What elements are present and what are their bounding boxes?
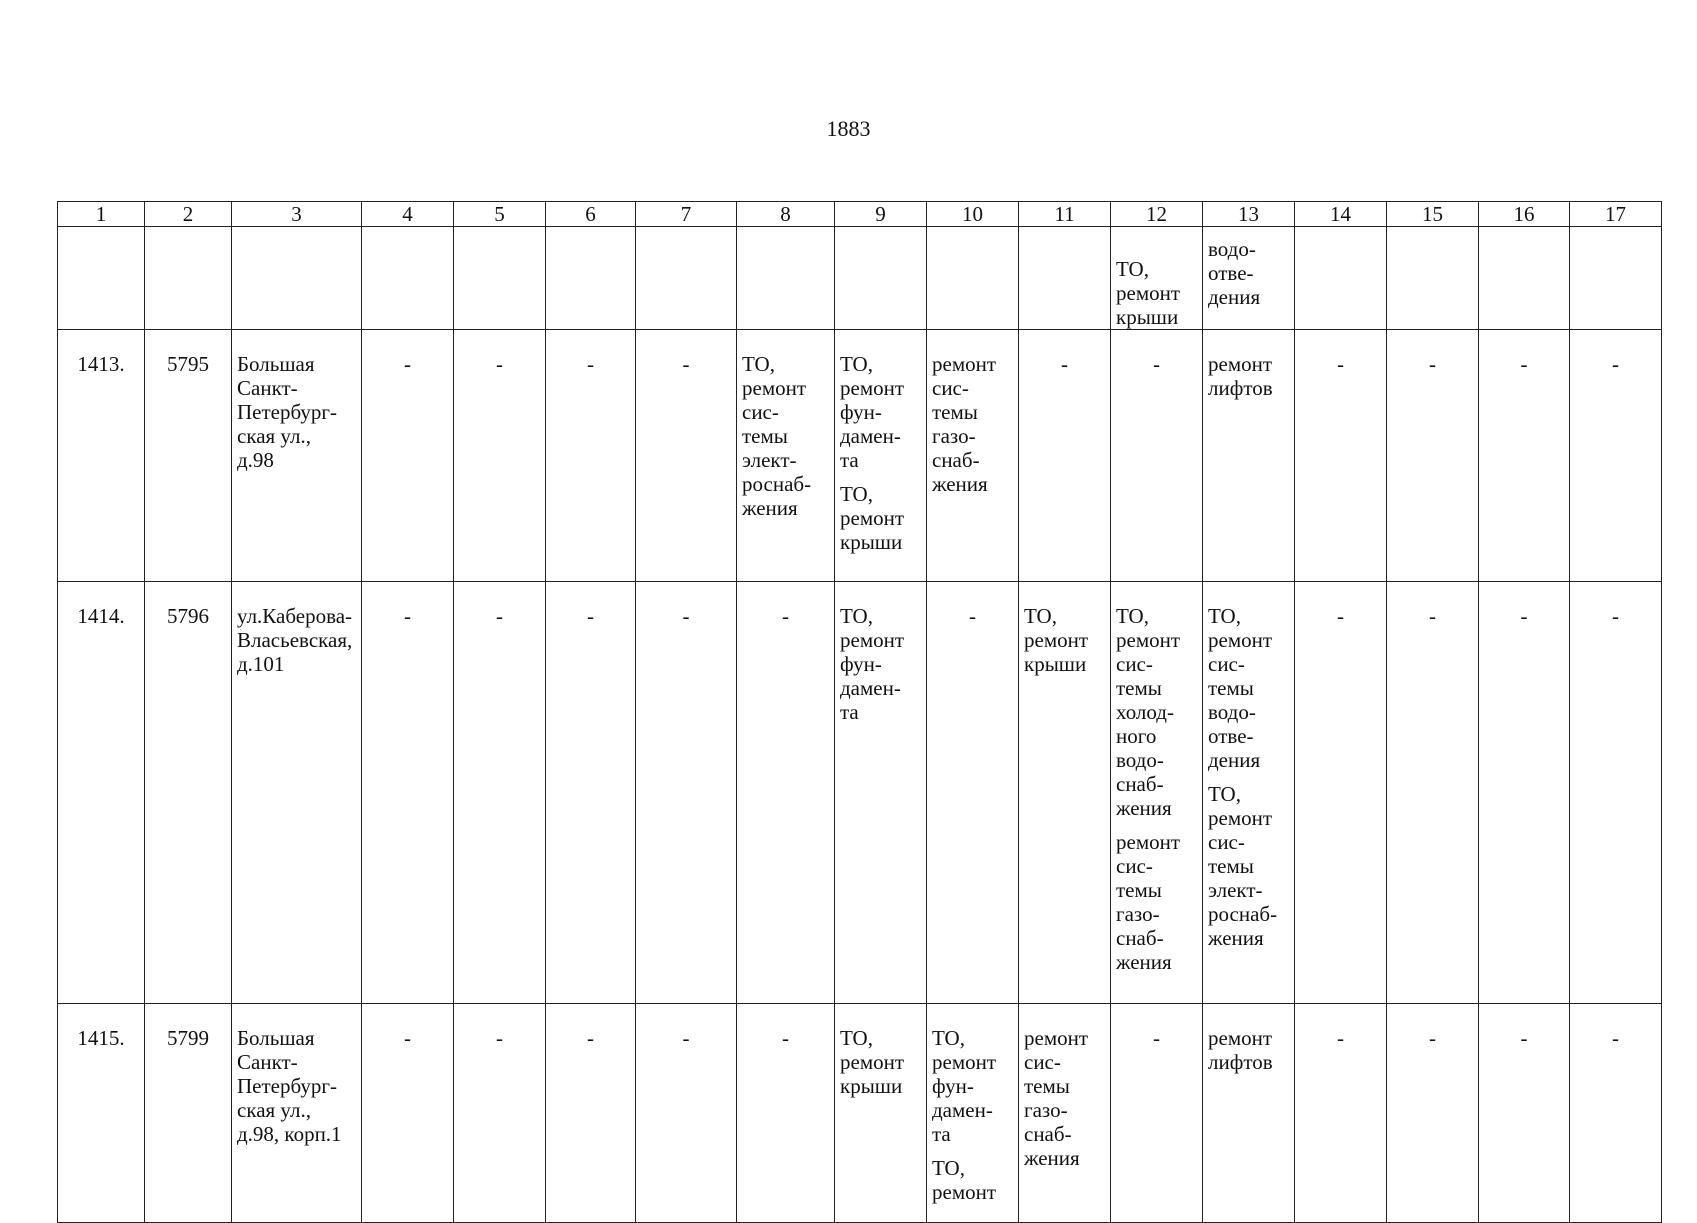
table-cell <box>546 227 636 330</box>
table-cell <box>737 227 835 330</box>
table-cell <box>1295 227 1387 330</box>
column-header: 15 <box>1387 202 1479 227</box>
empty-marker-cell: - <box>636 582 737 1004</box>
table-cell <box>362 227 454 330</box>
column-header: 10 <box>927 202 1019 227</box>
empty-marker-cell: - <box>454 330 546 582</box>
empty-marker-cell: - <box>546 1004 636 1223</box>
table-cell <box>232 227 362 330</box>
empty-marker-cell: - <box>1019 330 1111 582</box>
empty-marker-cell: - <box>1295 1004 1387 1223</box>
address-cell: ул.Каберова- Власьевская, д.101 <box>232 582 362 1004</box>
work-cell-c13 <box>1203 330 1295 582</box>
empty-marker-cell: - <box>1387 330 1479 582</box>
column-header: 6 <box>546 202 636 227</box>
row-number: 1413. <box>58 330 145 582</box>
empty-marker-cell: - <box>737 1004 835 1223</box>
continuation-cell-13 <box>1203 227 1295 330</box>
work-cell-c11 <box>1019 1004 1111 1223</box>
work-entry: ТО, ремонт <box>932 1156 997 1204</box>
empty-marker-cell: - <box>1479 582 1570 1004</box>
empty-marker-cell: - <box>546 330 636 582</box>
table-cell <box>835 227 927 330</box>
address-cell: Большая Санкт- Петербург- ская ул., д.98 <box>232 330 362 582</box>
empty-marker-cell: - <box>454 582 546 1004</box>
table-cell <box>1387 227 1479 330</box>
work-cell-c9 <box>835 330 927 582</box>
work-cell-c10 <box>927 1004 1019 1223</box>
row-number: 1415. <box>58 1004 145 1223</box>
table-cell <box>1019 227 1111 330</box>
empty-marker-cell: - <box>546 582 636 1004</box>
empty-marker-cell: - <box>1295 330 1387 582</box>
work-entry: ремонт сис- темы газо- снаб- жения <box>932 352 997 496</box>
empty-marker-cell: - <box>636 330 737 582</box>
object-code: 5799 <box>145 1004 232 1223</box>
column-header: 9 <box>835 202 927 227</box>
column-header: 13 <box>1203 202 1295 227</box>
work-entry: ТО, ремонт крыши <box>840 482 905 554</box>
empty-marker-cell: - <box>1570 1004 1662 1223</box>
work-entry: ТО, ремонт крыши <box>1024 604 1089 676</box>
work-cell-c11 <box>1019 582 1111 1004</box>
work-cell-c12 <box>1111 582 1203 1004</box>
work-entry: ТО, ремонт фун- дамен- та <box>840 352 905 472</box>
register-table <box>57 201 1662 1223</box>
empty-marker-cell: - <box>454 1004 546 1223</box>
column-header: 1 <box>58 202 145 227</box>
table-cell <box>58 227 145 330</box>
empty-marker-cell: - <box>737 582 835 1004</box>
work-cell-c9 <box>835 1004 927 1223</box>
cell-text: ТО, ремонт крыши <box>1116 257 1181 329</box>
work-entry: ТО, ремонт сис- темы водо- отве- дения <box>1208 604 1273 772</box>
work-cell-c13 <box>1203 582 1295 1004</box>
cell-text: водо- отве- дения <box>1208 237 1261 309</box>
column-header: 17 <box>1570 202 1662 227</box>
table-cell <box>1570 227 1662 330</box>
table-cell <box>145 227 232 330</box>
empty-marker-cell: - <box>927 582 1019 1004</box>
object-code: 5796 <box>145 582 232 1004</box>
empty-marker-cell: - <box>1570 582 1662 1004</box>
work-entry: ремонт сис- темы газо- снаб- жения <box>1024 1026 1089 1170</box>
table-cell <box>636 227 737 330</box>
work-entry: ремонт сис- темы газо- снаб- жения <box>1116 830 1181 974</box>
column-number-row <box>58 202 1662 227</box>
table-cell <box>1479 227 1570 330</box>
work-entry: ТО, ремонт сис- темы элект- роснаб- жения <box>1208 782 1278 950</box>
continuation-cell-12 <box>1111 227 1203 330</box>
table-row <box>58 330 1662 582</box>
column-header: 12 <box>1111 202 1203 227</box>
work-entry: ТО, ремонт фун- дамен- та <box>932 1026 997 1146</box>
column-header: 11 <box>1019 202 1111 227</box>
column-header: 5 <box>454 202 546 227</box>
table-row <box>58 1004 1662 1223</box>
empty-marker-cell: - <box>1111 330 1203 582</box>
empty-marker-cell: - <box>1479 330 1570 582</box>
column-header: 3 <box>232 202 362 227</box>
address-cell: Большая Санкт- Петербург- ская ул., д.98, корп.1 <box>232 1004 362 1223</box>
empty-marker-cell: - <box>362 582 454 1004</box>
work-entry: ТО, ремонт сис- темы элект- роснаб- жения <box>742 352 812 520</box>
row-number: 1414. <box>58 582 145 1004</box>
empty-marker-cell: - <box>1387 1004 1479 1223</box>
column-header: 8 <box>737 202 835 227</box>
work-cell-c13 <box>1203 1004 1295 1223</box>
empty-marker-cell: - <box>1387 582 1479 1004</box>
object-code: 5795 <box>145 330 232 582</box>
continuation-row <box>58 227 1662 330</box>
column-header: 2 <box>145 202 232 227</box>
work-entry: ремонт лифтов <box>1208 352 1273 400</box>
work-entry: ТО, ремонт сис- темы холод- ного водо- снаб- жения <box>1116 604 1181 820</box>
work-entry: ремонт лифтов <box>1208 1026 1273 1074</box>
table-cell <box>927 227 1019 330</box>
column-header: 16 <box>1479 202 1570 227</box>
empty-marker-cell: - <box>636 1004 737 1223</box>
work-entry: ТО, ремонт крыши <box>840 1026 905 1098</box>
page-number: 1883 <box>826 116 871 141</box>
column-header: 4 <box>362 202 454 227</box>
table-row <box>58 582 1662 1004</box>
work-entry: ТО, ремонт фун- дамен- та <box>840 604 905 724</box>
column-header: 7 <box>636 202 737 227</box>
empty-marker-cell: - <box>362 330 454 582</box>
table-cell <box>454 227 546 330</box>
work-cell-c9 <box>835 582 927 1004</box>
empty-marker-cell: - <box>1295 582 1387 1004</box>
column-header: 14 <box>1295 202 1387 227</box>
empty-marker-cell: - <box>1111 1004 1203 1223</box>
empty-marker-cell: - <box>1479 1004 1570 1223</box>
work-cell-c10 <box>927 330 1019 582</box>
empty-marker-cell: - <box>362 1004 454 1223</box>
work-cell-c8 <box>737 330 835 582</box>
empty-marker-cell: - <box>1570 330 1662 582</box>
